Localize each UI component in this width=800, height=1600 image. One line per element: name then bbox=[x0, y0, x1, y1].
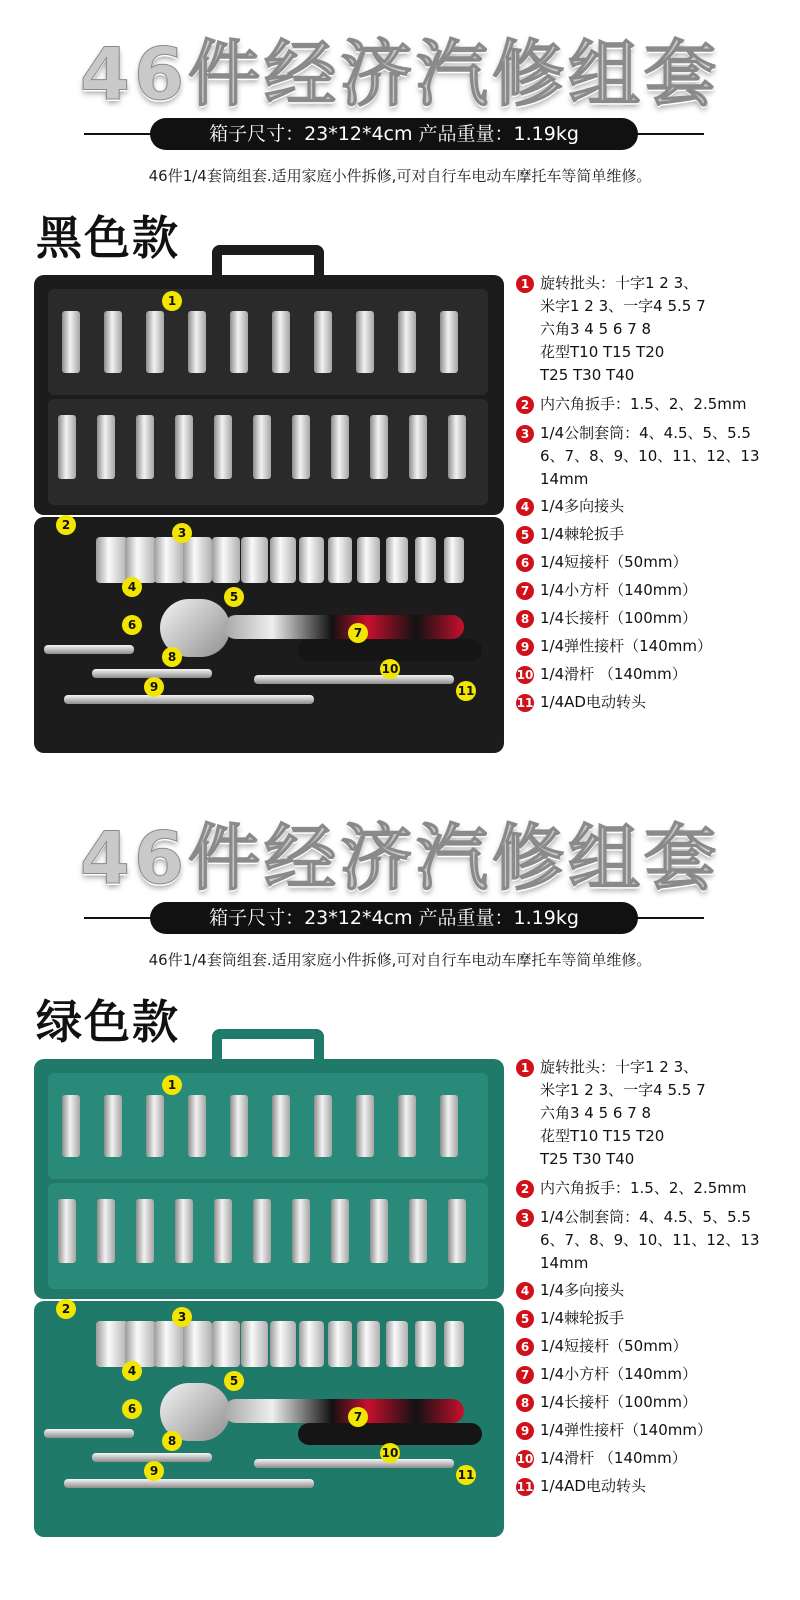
ratchet-handle bbox=[224, 1399, 464, 1423]
socket bbox=[299, 537, 324, 583]
part-text: 旋转批头：十字1 2 3、 米字1 2 3、一字4 5.5 7 六角3 4 5 6 7 8 花型T10 T15 T20 T25 T30 T40 bbox=[540, 1058, 706, 1168]
spec-pill: 箱子尺寸：23*12*4cm 产品重量：1.19kg bbox=[150, 118, 638, 150]
part-text: 1/4AD电动转头 bbox=[540, 1477, 646, 1495]
callout-marker: 10 bbox=[380, 1443, 400, 1463]
hex-bit bbox=[175, 415, 193, 479]
callout-marker: 9 bbox=[144, 1461, 164, 1481]
parts-list-item bbox=[516, 1056, 796, 1171]
socket bbox=[183, 1321, 212, 1367]
hex-bit bbox=[97, 415, 115, 479]
screwdriver-bit bbox=[188, 311, 206, 373]
callout-marker: 8 bbox=[162, 1431, 182, 1451]
ratchet-handle bbox=[224, 615, 464, 639]
parts-list-item bbox=[516, 422, 796, 491]
part-text: 1/4公制套筒：4、4.5、5、5.5 6、7、8、9、10、11、12、13 14mm bbox=[540, 1208, 760, 1272]
parts-list-item bbox=[516, 1279, 796, 1302]
socket bbox=[212, 537, 240, 583]
callout-marker: 11 bbox=[456, 1465, 476, 1485]
callout-marker: 6 bbox=[122, 1399, 142, 1419]
part-number-badge: 1 bbox=[516, 275, 534, 293]
callout-marker: 2 bbox=[56, 1299, 76, 1319]
case-base bbox=[34, 1301, 504, 1537]
callout-marker: 1 bbox=[162, 1075, 182, 1095]
screwdriver-bit bbox=[440, 311, 458, 373]
socket bbox=[357, 1321, 380, 1367]
part-text: 1/4弹性接杆（140mm） bbox=[540, 637, 712, 655]
socket bbox=[241, 1321, 268, 1367]
socket bbox=[328, 537, 352, 583]
bit-tray-top bbox=[48, 1073, 488, 1179]
socket bbox=[270, 1321, 296, 1367]
socket bbox=[154, 537, 184, 583]
parts-list-item bbox=[516, 1391, 796, 1414]
parts-list-item bbox=[516, 1335, 796, 1358]
hex-bit bbox=[253, 1199, 271, 1263]
case-lid bbox=[34, 275, 504, 515]
parts-list-item bbox=[516, 1307, 796, 1330]
socket bbox=[444, 1321, 464, 1367]
hex-bit bbox=[448, 415, 466, 479]
product-title: 46件经济汽修组套 bbox=[79, 32, 721, 116]
hex-bit bbox=[409, 415, 427, 479]
part-number-badge: 11 bbox=[516, 1480, 534, 1494]
parts-list-item bbox=[516, 1447, 796, 1470]
part-text: 1/4棘轮扳手 bbox=[540, 1309, 625, 1327]
sliding-bar bbox=[254, 1459, 454, 1468]
screwdriver-bit bbox=[356, 311, 374, 373]
callout-marker: 3 bbox=[172, 523, 192, 543]
variant-label: 黑色款 bbox=[36, 211, 180, 265]
parts-list-item bbox=[516, 1475, 796, 1498]
parts-list-item bbox=[516, 1363, 796, 1386]
green-variant-section bbox=[0, 784, 800, 1568]
spec-pill: 箱子尺寸：23*12*4cm 产品重量：1.19kg bbox=[150, 902, 638, 934]
hex-bit bbox=[58, 1199, 76, 1263]
socket bbox=[444, 537, 464, 583]
screwdriver-bit bbox=[146, 311, 164, 373]
bit-tray-bottom bbox=[48, 1183, 488, 1289]
parts-list bbox=[516, 272, 796, 714]
hex-bit bbox=[214, 1199, 232, 1263]
bit-tray-top bbox=[48, 289, 488, 395]
parts-list-item bbox=[516, 495, 796, 518]
part-text: 1/4弹性接杆（140mm） bbox=[540, 1421, 712, 1439]
screwdriver-bit bbox=[272, 1095, 290, 1157]
part-text: 1/4滑杆 （140mm） bbox=[540, 1449, 687, 1467]
part-number-badge: 4 bbox=[516, 1282, 534, 1300]
screwdriver-bit bbox=[188, 1095, 206, 1157]
tool-case-image bbox=[34, 1029, 504, 1537]
square-bar-handle bbox=[298, 639, 482, 661]
parts-list-item bbox=[516, 272, 796, 387]
screwdriver-bit bbox=[62, 311, 80, 373]
part-text: 1/4棘轮扳手 bbox=[540, 525, 625, 543]
square-bar-handle bbox=[298, 1423, 482, 1445]
parts-list-item bbox=[516, 607, 796, 630]
callout-marker: 1 bbox=[162, 291, 182, 311]
part-text: 1/4短接杆（50mm） bbox=[540, 553, 688, 571]
socket bbox=[241, 537, 268, 583]
socket bbox=[386, 537, 408, 583]
parts-list-item bbox=[516, 579, 796, 602]
socket bbox=[328, 1321, 352, 1367]
callout-marker: 8 bbox=[162, 647, 182, 667]
part-number-badge: 4 bbox=[516, 498, 534, 516]
product-description: 46件1/4套筒组套.适用家庭小件拆修,可对自行车电动车摩托车等简单维修。 bbox=[148, 951, 652, 969]
screwdriver-bit bbox=[62, 1095, 80, 1157]
callout-marker: 11 bbox=[456, 681, 476, 701]
part-number-badge: 6 bbox=[516, 554, 534, 572]
parts-list-item bbox=[516, 1177, 796, 1200]
part-number-badge: 3 bbox=[516, 425, 534, 443]
hex-bit bbox=[136, 1199, 154, 1263]
part-number-badge: 10 bbox=[516, 1452, 534, 1466]
part-text: 1/4长接杆（100mm） bbox=[540, 1393, 697, 1411]
case-lid bbox=[34, 1059, 504, 1299]
part-number-badge: 5 bbox=[516, 1310, 534, 1328]
callout-marker: 3 bbox=[172, 1307, 192, 1327]
hex-bit bbox=[292, 415, 310, 479]
hex-bit bbox=[292, 1199, 310, 1263]
screwdriver-bit bbox=[230, 1095, 248, 1157]
part-text: 旋转批头：十字1 2 3、 米字1 2 3、一字4 5.5 7 六角3 4 5 6 7 8 花型T10 T15 T20 T25 T30 T40 bbox=[540, 274, 706, 384]
hex-bit bbox=[175, 1199, 193, 1263]
callout-marker: 2 bbox=[56, 515, 76, 535]
parts-list-item bbox=[516, 551, 796, 574]
part-number-badge: 9 bbox=[516, 1422, 534, 1440]
callout-marker: 7 bbox=[348, 1407, 368, 1427]
socket bbox=[357, 537, 380, 583]
hex-bit bbox=[331, 415, 349, 479]
parts-list-item bbox=[516, 393, 796, 416]
screwdriver-bit bbox=[398, 311, 416, 373]
socket bbox=[415, 537, 436, 583]
part-number-badge: 7 bbox=[516, 1366, 534, 1384]
parts-list-item bbox=[516, 635, 796, 658]
parts-list bbox=[516, 1056, 796, 1498]
callout-marker: 10 bbox=[380, 659, 400, 679]
parts-list-item bbox=[516, 691, 796, 714]
socket bbox=[96, 1321, 128, 1367]
socket bbox=[96, 537, 128, 583]
hex-bit bbox=[58, 415, 76, 479]
part-text: 1/4AD电动转头 bbox=[540, 693, 646, 711]
socket bbox=[270, 537, 296, 583]
part-number-badge: 7 bbox=[516, 582, 534, 600]
parts-list-item bbox=[516, 663, 796, 686]
callout-marker: 5 bbox=[224, 587, 244, 607]
callout-marker: 5 bbox=[224, 1371, 244, 1391]
hex-bit bbox=[409, 1199, 427, 1263]
socket bbox=[415, 1321, 436, 1367]
hex-bit bbox=[253, 415, 271, 479]
screwdriver-bit bbox=[314, 1095, 332, 1157]
socket bbox=[212, 1321, 240, 1367]
callout-marker: 9 bbox=[144, 677, 164, 697]
screwdriver-bit bbox=[314, 311, 332, 373]
part-text: 1/4短接杆（50mm） bbox=[540, 1337, 688, 1355]
product-description: 46件1/4套筒组套.适用家庭小件拆修,可对自行车电动车摩托车等简单维修。 bbox=[148, 167, 652, 185]
hex-bit bbox=[448, 1199, 466, 1263]
screwdriver-bit bbox=[230, 311, 248, 373]
flex-extension-bar bbox=[64, 695, 314, 704]
flex-extension-bar bbox=[64, 1479, 314, 1488]
bit-tray-bottom bbox=[48, 399, 488, 505]
short-extension-bar bbox=[44, 1429, 134, 1438]
part-number-badge: 2 bbox=[516, 1180, 534, 1198]
part-number-badge: 1 bbox=[516, 1059, 534, 1077]
callout-marker: 7 bbox=[348, 623, 368, 643]
parts-list-item bbox=[516, 1206, 796, 1275]
socket bbox=[183, 537, 212, 583]
callout-marker: 6 bbox=[122, 615, 142, 635]
socket bbox=[299, 1321, 324, 1367]
part-number-badge: 6 bbox=[516, 1338, 534, 1356]
product-title: 46件经济汽修组套 bbox=[79, 816, 721, 900]
part-text: 1/4多向接头 bbox=[540, 497, 625, 515]
part-number-badge: 2 bbox=[516, 396, 534, 414]
part-number-badge: 10 bbox=[516, 668, 534, 682]
parts-list-item bbox=[516, 523, 796, 546]
part-number-badge: 8 bbox=[516, 1394, 534, 1412]
part-number-badge: 11 bbox=[516, 696, 534, 710]
variant-label: 绿色款 bbox=[36, 995, 180, 1049]
part-number-badge: 3 bbox=[516, 1209, 534, 1227]
part-number-badge: 8 bbox=[516, 610, 534, 628]
case-base bbox=[34, 517, 504, 753]
part-text: 内六角扳手：1.5、2、2.5mm bbox=[540, 1179, 747, 1197]
part-text: 1/4多向接头 bbox=[540, 1281, 625, 1299]
part-text: 1/4长接杆（100mm） bbox=[540, 609, 697, 627]
black-variant-section bbox=[0, 0, 800, 784]
part-number-badge: 5 bbox=[516, 526, 534, 544]
part-text: 内六角扳手：1.5、2、2.5mm bbox=[540, 395, 747, 413]
screwdriver-bit bbox=[356, 1095, 374, 1157]
hex-bit bbox=[370, 415, 388, 479]
part-text: 1/4小方杆（140mm） bbox=[540, 1365, 697, 1383]
callout-marker: 4 bbox=[122, 1361, 142, 1381]
socket bbox=[154, 1321, 184, 1367]
short-extension-bar bbox=[44, 645, 134, 654]
part-text: 1/4小方杆（140mm） bbox=[540, 581, 697, 599]
part-text: 1/4滑杆 （140mm） bbox=[540, 665, 687, 683]
screwdriver-bit bbox=[146, 1095, 164, 1157]
screwdriver-bit bbox=[398, 1095, 416, 1157]
sliding-bar bbox=[254, 675, 454, 684]
part-number-badge: 9 bbox=[516, 638, 534, 656]
callout-marker: 4 bbox=[122, 577, 142, 597]
part-text: 1/4公制套筒：4、4.5、5、5.5 6、7、8、9、10、11、12、13 14mm bbox=[540, 424, 760, 488]
tool-case-image bbox=[34, 245, 504, 753]
hex-bit bbox=[331, 1199, 349, 1263]
socket bbox=[386, 1321, 408, 1367]
screwdriver-bit bbox=[272, 311, 290, 373]
hex-bit bbox=[370, 1199, 388, 1263]
screwdriver-bit bbox=[104, 1095, 122, 1157]
parts-list-item bbox=[516, 1419, 796, 1442]
hex-bit bbox=[136, 415, 154, 479]
hex-bit bbox=[97, 1199, 115, 1263]
screwdriver-bit bbox=[104, 311, 122, 373]
hex-bit bbox=[214, 415, 232, 479]
screwdriver-bit bbox=[440, 1095, 458, 1157]
